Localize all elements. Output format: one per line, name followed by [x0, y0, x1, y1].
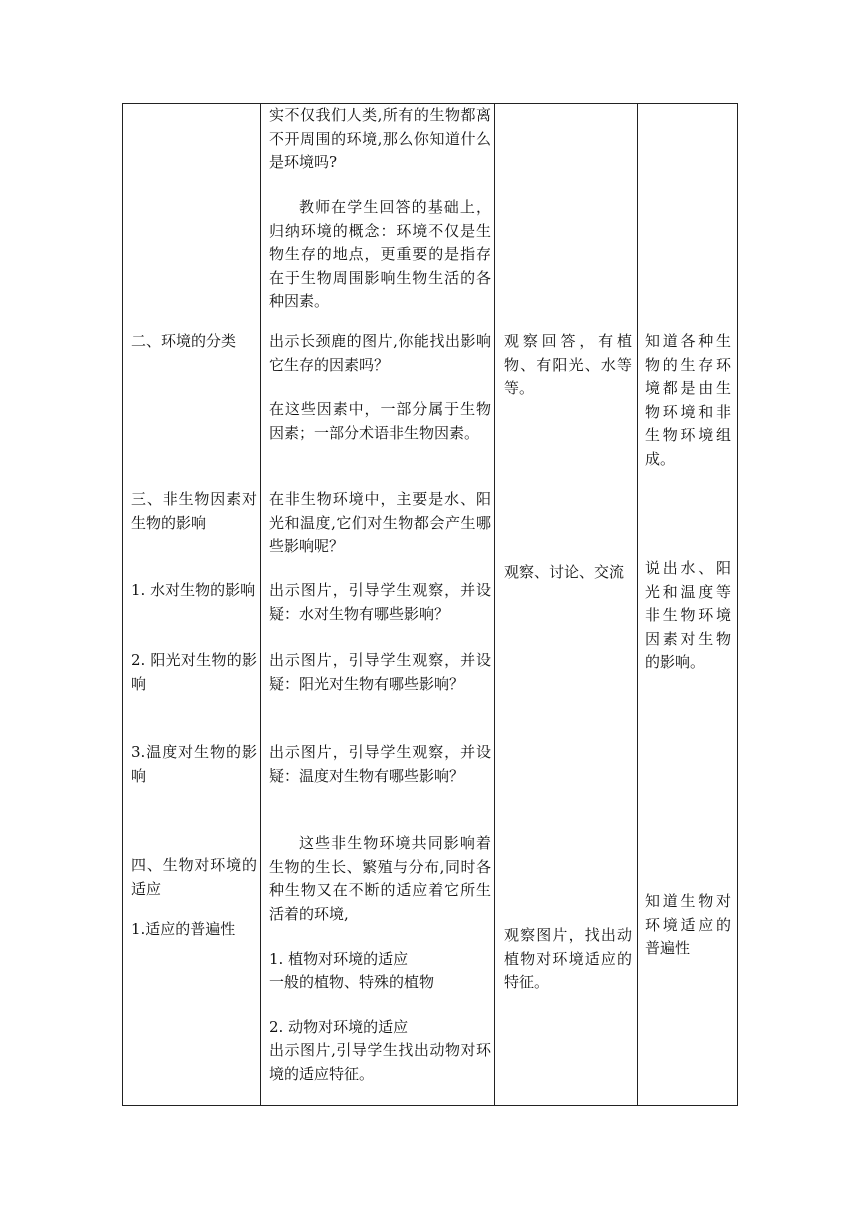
item-water-effect: 1. 水对生物的影响 — [131, 581, 256, 599]
objective-adaptation: 知道生物对环境适应的普遍性 — [645, 892, 731, 957]
column-divider — [260, 104, 261, 1105]
paragraph-combined-effects: 这些非生物环境共同影响着生物的生长、繁殖与分布,同时各种生物又在不断的适应着它所生活着的环境, — [269, 834, 491, 923]
paragraph-environment-concept: 教师在学生回答的基础上，归纳环境的概念：环境不仅是生物生存的地点，更重要的是指存在于生物周围影响生物生活的各种因素。 — [269, 198, 491, 310]
paragraph-sunlight: 出示图片，引导学生观察，并设疑：阳光对生物有哪些影响？ — [269, 651, 491, 693]
section-title-abiotic-effects: 三、非生物因素对生物的影响 — [131, 490, 257, 532]
animal-adaptation-title: 2. 动物对环境的适应 — [269, 1018, 409, 1036]
animal-adaptation-body: 出示图片,引导学生找出动物对环境的适应特征。 — [269, 1041, 491, 1083]
student-activity-observe-answer: 观察回答，有植物、有阳光、水等等。 — [504, 332, 632, 397]
plant-adaptation-title: 1. 植物对环境的适应 — [269, 950, 409, 968]
student-activity-find-features: 观察图片，找出动植物对环境适应的特征。 — [504, 926, 632, 991]
student-activity-discuss: 观察、讨论、交流 — [504, 563, 625, 581]
section-title-classification: 二、环境的分类 — [131, 332, 237, 350]
column-divider — [637, 104, 638, 1105]
item-sunlight-effect: 2. 阳光对生物的影响 — [131, 651, 257, 693]
item-adaptation-universality: 1.适应的普遍性 — [131, 920, 236, 938]
item-temperature-effect: 3.温度对生物的影响 — [131, 743, 257, 785]
section-title-adaptation: 四、生物对环境的适应 — [131, 856, 257, 898]
paragraph-factor-types: 在这些因素中，一部分属于生物因素；一部分术语非生物因素。 — [269, 400, 491, 442]
paragraph-abiotic-intro: 在非生物环境中，主要是水、阳光和温度,它们对生物都会产生哪些影响呢？ — [269, 490, 491, 555]
paragraph-water: 出示图片，引导学生观察，并设疑：水对生物有哪些影响？ — [269, 581, 491, 623]
objective-environment-composition: 知道各种生物的生存环境都是由生物环境和非生物环境组成。 — [645, 332, 731, 468]
paragraph-giraffe: 出示长颈鹿的图片,你能找出影响它生存的因素吗？ — [269, 332, 491, 374]
lesson-plan-table — [122, 103, 738, 1106]
plant-adaptation-body: 一般的植物、特殊的植物 — [269, 973, 435, 991]
paragraph-intro: 实不仅我们人类,所有的生物都离不开周围的环境,那么你知道什么是环境吗? — [269, 106, 491, 171]
column-divider — [494, 104, 495, 1105]
paragraph-temperature: 出示图片，引导学生观察，并设疑：温度对生物有哪些影响？ — [269, 743, 491, 785]
objective-abiotic-effects: 说出水、阳光和温度等非生物环境因素对生物的影响。 — [645, 559, 731, 671]
